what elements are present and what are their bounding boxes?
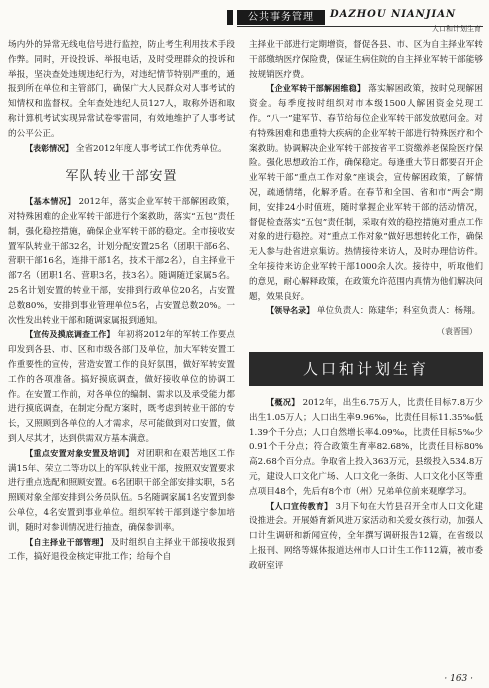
relief-tag: 【企业军转干部解困维稳】 [266, 84, 366, 94]
leaders-tag: 【领导名录】 [266, 306, 315, 316]
publicity-tag: 【宣传及摸底调查工作】 [25, 330, 115, 340]
leaders-text: 单位负责人：陈建华；科室负责人：杨翔。 [316, 306, 481, 317]
commendation-text: 全省2012年度人事考试工作优秀单位。 [75, 143, 227, 154]
left-column [8, 38, 235, 565]
overview-text: 2012年，出生6.75万人，比责任目标7.8万少出生1.05万人；人口出生率9.96‰，比责任目标11.35‰低1.39个千分点；人口自然增长率4.09‰，比责任目标5‰少0.91个千分点；符合政策生育率82.68%，比责任目标80%高2.68个百分点。争取省上投入363万元，县级投入534.8万元，建设人口文化广场、人口文化一条街、人口文化小区等重点项目48个，先后有8个市（州）兄弟单位前来观摩学习。 [249, 397, 484, 497]
key-placement-tag: 【重点安置对象安置及培训】 [25, 448, 134, 458]
education-paragraph [249, 500, 483, 574]
publicity-text: 年初将2012年的军转工作要点印发到各县、市、区和市级各部门及单位，加大军转安置工作重要性的宣传，营造安置工作的良好氛围，做好军转安置工作的各项准备。搞好摸底调查，做好接收单位的协调工作。在安置工作前，对各单位的编制、需求以及承受能力都进行摸底调查，在制定分配方案时，既考虑到转业干部的专长，又照顾到各单位的人才需求，尽可能做到对口安置，做到人尽其才，达到供需双方基本满意。 [8, 330, 236, 444]
header-title-en: DAZHOU NIANJIAN [330, 9, 457, 20]
basic-paragraph [8, 195, 235, 328]
page-number: · 163 · [444, 674, 473, 684]
self-employ-text: 及时组织自主择业干部接收报到工作，搞好退役金核定审批工作；给每个自 [8, 537, 235, 563]
continued-paragraph: 主择业干部进行定期增资，督促各县、市、区为自主择业军转干部缴纳医疗保险费，保证生病住院的自主择业军转干部能够按规销医疗费。 [249, 40, 483, 80]
intro-paragraph: 场内外的异常无线电信号进行监控，防止考生利用技术手段作弊。同时，开设投诉、举报电话，及时受理群众的投诉和举报，坚决查处违规违纪行为，对违纪情节特别严重的，通报到所在单位和主管部门，确保广大人民群众对人事考试的知情权和监督权。全年查处违纪人员127人，取称外语和取称计算机考试实现异常试卷零雷同，有效地维护了人事考试的公平公正。 [8, 40, 235, 139]
basic-tag: 【基本情况】 [25, 197, 76, 207]
key-placement-paragraph [8, 447, 235, 536]
relief-text: 落实解困政策，按时兑现解困资金。每季度按时组织对市本级1500人解困资金兑现工作。“八一”建军节、春节给每位企业军转干部发放慰问金。对有特殊困难和患重特大疾病的企业军转干部进行特殊医疗和个案救助。协调解决企业军转干部按省平工资缴养老保险医疗保险。强化思想政治工作，确保稳定。每逢重大节日都要召开企业军转干部“重点工作对象”座谈会，宣传解困政策，了解情况，疏通情绪，化解矛盾。在春节和全国、省和市“两会”期间，安排24小时值班，随时掌握企业军转干部的活动情况，督促检查落实“五包”责任制，采取有效的稳控措施对重点工作对象的进行稳控。对“重点工作对象”做好思想转化工作，确保无人参与赴省进京集访。热情接待来访人，及时办理信访件。全年接待来访企业军转干部1000余人次。接待中，听取他们的意见，耐心解释政策，在政策允许范围内真情为他们解决问题，效果良好。 [249, 84, 483, 302]
publicity-paragraph [8, 328, 235, 446]
header-mark [227, 10, 233, 25]
source-credit: （袁晋国） [437, 327, 477, 337]
basic-text: 2012年，落实企业军转干部解困政策，对特殊困难的企业军转干部进行个案救助，落实“五包”责任制，强化稳控措施，确保企业军转干部的稳定。全市接收安置军队转业干部32名，计划分配安置25名（团职干部6名、营职干部16名，连排干部1名，技术干部2名），自主择业干部7名（团职1名、营职3名，技3名）。随调随迁家属5名。25名计划安置的转业干部，安排到行政单位20名，占安置总数80%，安排到事业管理单位5名，占安置总数20%。一次性发出转业干部和随调家属报到通知。 [8, 197, 235, 326]
section-tab: 公共事务管理 [237, 10, 325, 25]
page-header [0, 0, 489, 34]
key-placement-text: 对团职和在艰苦地区工作满15年、荣立二等功以上的军队转业干部，按照双安置要求进行重点选配和照顾安置。6名团职干部全部安排实职，5名照顾对象全部安排到公务员队伍。5名随调家属1名安置到参公单位，4名安置到事业单位。组织军转干部到遂宁参加培训，随时对参训情况进行抽查，确保参训率。 [8, 448, 235, 533]
overview-paragraph [249, 396, 483, 500]
section-title: 军队转业干部安置 [65, 169, 178, 185]
education-text: 3月下旬在大竹县召开全市人口文化建设推进会。开展婚育新风进万家活动和关爱女孩行动，加强人口计生调研和新闻宣传，全年撰写调研报告12篇，在省级以上报刊、网络等媒体报道达州市人口计生工作112篇，被市委政研室评 [249, 501, 484, 571]
relief-paragraph [249, 82, 483, 304]
header-subtitle: 人口和计划生育 [432, 25, 481, 33]
right-column [249, 38, 483, 574]
self-employ-paragraph [8, 536, 235, 566]
self-employ-tag: 【自主择业干部管理】 [25, 537, 108, 547]
overview-tag: 【概况】 [266, 397, 300, 407]
leaders-paragraph [249, 304, 483, 319]
commendation-tag: 【表彰情况】 [25, 143, 74, 153]
commendation-paragraph [8, 142, 235, 157]
chapter-banner: 人口和计划生育 [249, 352, 483, 386]
education-tag: 【人口宣传教育】 [266, 501, 333, 511]
